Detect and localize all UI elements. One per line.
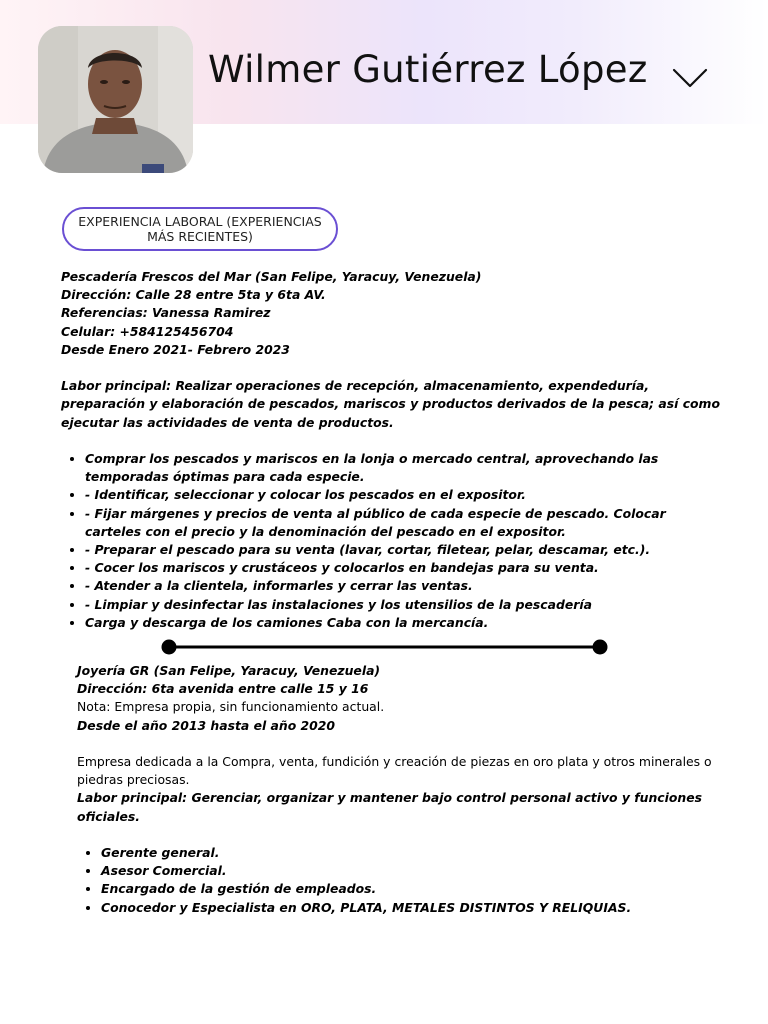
- list-item: • - Fijar márgenes y precios de venta al público de cada especie de pescado. Colocar carteles con el precio y la denominación del pescado en el expositor.: [85, 505, 721, 541]
- job-period: Desde Enero 2021- Febrero 2023: [61, 341, 290, 357]
- job-description: Empresa dedicada a la Compra, venta, fundición y creación de piezas en oro plata y otros minerales o piedras preciosas.: [77, 754, 712, 788]
- list-item: • Conocedor y Especialista en ORO, PLATA, METALES DISTINTOS Y RELIQUIAS.: [101, 899, 737, 917]
- list-item: • Carga y descarga de los camiones Caba con la mercancía.: [85, 614, 721, 632]
- job-note: Nota: Empresa propia, sin funcionamiento actual.: [77, 699, 385, 715]
- list-item: • - Cocer los mariscos y crustáceos y colocarlos en bandejas para su venta.: [85, 559, 721, 577]
- job-main-duty: Labor principal: Realizar operaciones de recepción, almacenamiento, expendeduría, preparación y elaboración de pescados, mariscos y productos derivados de la pesca; así como ejecutar las actividades de venta de productos.: [61, 378, 720, 430]
- list-item: • - Preparar el pescado para su venta (lavar, cortar, filetear, pelar, descamar, etc.).: [85, 541, 721, 559]
- list-item: • Asesor Comercial.: [101, 862, 737, 880]
- list-item: • Encargado de la gestión de empleados.: [101, 880, 737, 898]
- job-phone: Celular: +584125456704: [61, 323, 234, 339]
- list-item: • Comprar los pescados y mariscos en la lonja o mercado central, aprovechando las temporadas óptimas para cada especie.: [85, 450, 721, 486]
- job-entry-jewelry: [77, 662, 737, 917]
- job-main-duty: Labor principal: Gerenciar, organizar y mantener bajo control personal activo y funciones oficiales.: [77, 790, 703, 824]
- profile-photo: [38, 26, 193, 173]
- list-item: • Gerente general.: [101, 844, 737, 862]
- job-company: Pescadería Frescos del Mar (San Felipe, Yaracuy, Venezuela): [61, 269, 482, 284]
- person-photo-icon: [38, 26, 193, 173]
- list-item: • - Identificar, seleccionar y colocar los pescados en el expositor.: [85, 486, 721, 504]
- chevron-down-icon[interactable]: [672, 66, 708, 90]
- candidate-name: Wilmer Gutiérrez López: [208, 48, 648, 91]
- job-entry-fishmonger: [61, 268, 721, 632]
- job-address: Dirección: 6ta avenida entre calle 15 y 16: [77, 681, 369, 697]
- role-list: [77, 844, 737, 917]
- list-item: • - Atender a la clientela, informarles y cerrar las ventas.: [85, 577, 721, 595]
- job-company: Joyería GR (San Felipe, Yaracuy, Venezuela): [77, 663, 381, 678]
- section-title-pill: EXPERIENCIA LABORAL (EXPERIENCIAS MÁS RECIENTES): [62, 207, 338, 251]
- job-references: Referencias: Vanessa Ramirez: [61, 305, 271, 321]
- section-divider: [160, 638, 610, 656]
- task-list: [61, 450, 721, 632]
- job-period: Desde el año 2013 hasta el año 2020: [77, 717, 336, 733]
- list-item: • - Limpiar y desinfectar las instalaciones y los utensilios de la pescadería: [85, 596, 721, 614]
- job-address: Dirección: Calle 28 entre 5ta y 6ta AV.: [61, 287, 326, 303]
